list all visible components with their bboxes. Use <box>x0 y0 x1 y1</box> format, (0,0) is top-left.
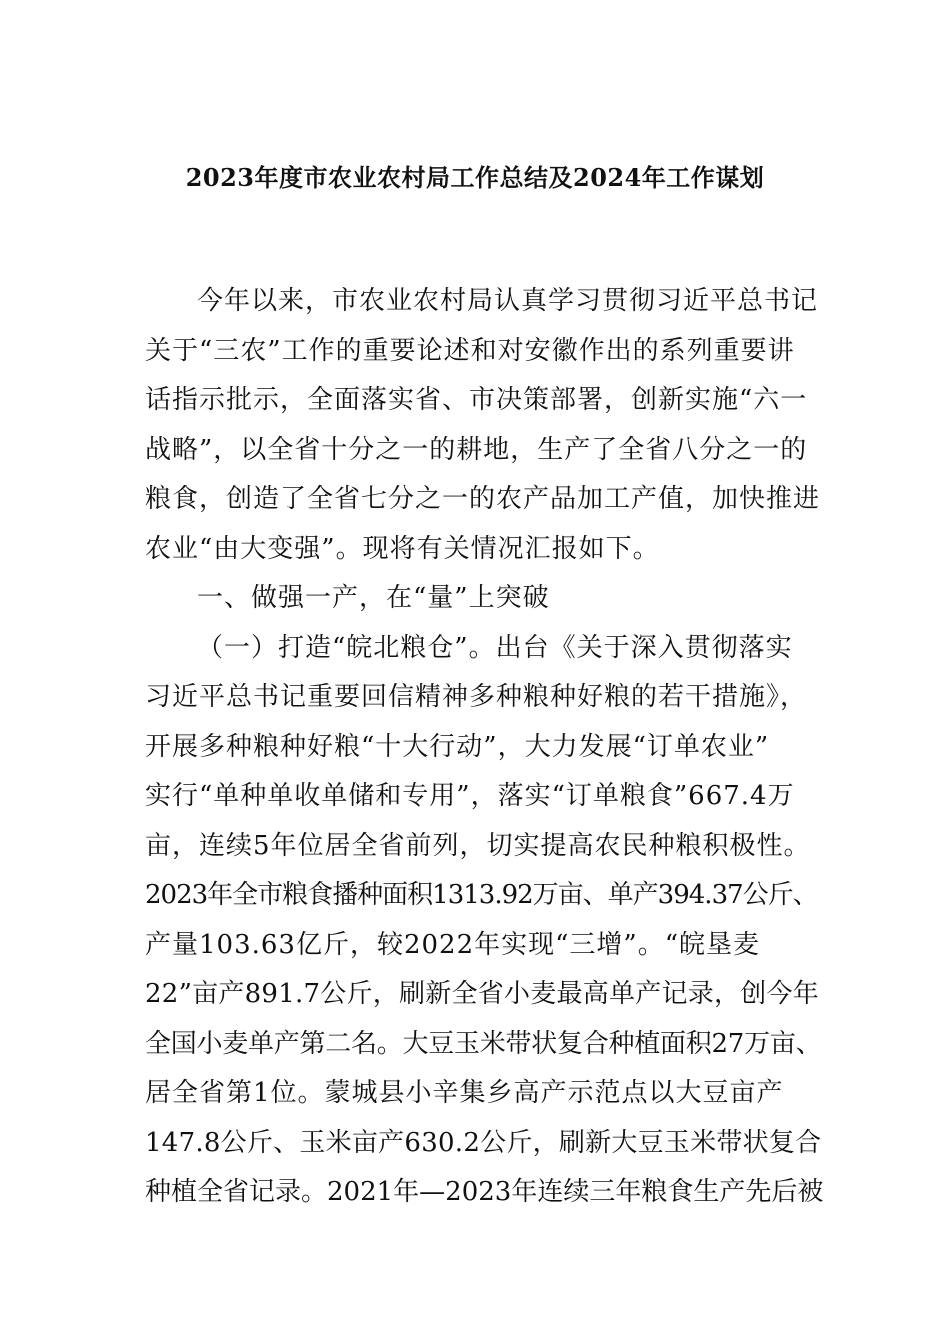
paragraph-line: 粮食，创造了全省七分之一的农产品加工产值，加快推进 <box>145 484 821 514</box>
paragraph-line: 2023年全市粮食播种面积1313.92万亩、单产394.37公斤、 <box>145 880 818 910</box>
paragraph-line: 实行“单种单收单储和专用”，落实“订单粮食”667.4万 <box>145 781 795 811</box>
paragraph-line: 种植全省记录。2021年—2023年连续三年粮食生产先后被 <box>145 1177 824 1207</box>
paragraph-line: 产量103.63亿斤，较2022年实现“三增”。“皖垦麦 <box>145 929 761 960</box>
paragraph-line: 开展多种粮种好粮“十大行动”，大力发展“订单农业” <box>145 731 770 762</box>
paragraph-line: 22”亩产891.7公斤，刷新全省小麦最高单产记录，创今年 <box>145 979 820 1009</box>
paragraph-line: 居全省第1位。蒙城县小辛集乡高产示范点以大豆亩产 <box>145 1078 784 1108</box>
document-body <box>145 277 824 1218</box>
paragraph-line: （一）打造“皖北粮仓”。出台《关于深入贯彻落实 <box>197 632 793 663</box>
paragraph-line: 战略”，以全省十分之一的耕地，生产了全省八分之一的 <box>145 434 808 465</box>
paragraph-line: 一、做强一产，在“量”上突破 <box>197 583 550 613</box>
paragraph-line: 147.8公斤、玉米亩产630.2公斤，刷新大豆玉米带状复合 <box>145 1127 822 1158</box>
paragraph-line: 今年以来，市农业农村局认真学习贯彻习近平总书记 <box>197 286 819 316</box>
paragraph-line: 话指示批示，全面落实省、市决策部署，创新实施“六一 <box>145 385 808 415</box>
paragraph-line: 习近平总书记重要回信精神多种粮种好粮的若干措施》， <box>145 682 808 712</box>
document-title: 2023年度市农业农村局工作总结及2024年工作谋划 <box>185 163 765 192</box>
paragraph-line: 关于“三农”工作的重要论述和对安徽作出的系列重要讲 <box>145 335 795 366</box>
paragraph-line: 农业“由大变强”。现将有关情况汇报如下。 <box>145 533 660 564</box>
paragraph-line: 亩，连续5年位居全省前列，切实提高农民种粮积极性。 <box>145 830 811 861</box>
paragraph-line: 全国小麦单产第二名。大豆玉米带状复合种植面积27万亩、 <box>145 1028 822 1059</box>
